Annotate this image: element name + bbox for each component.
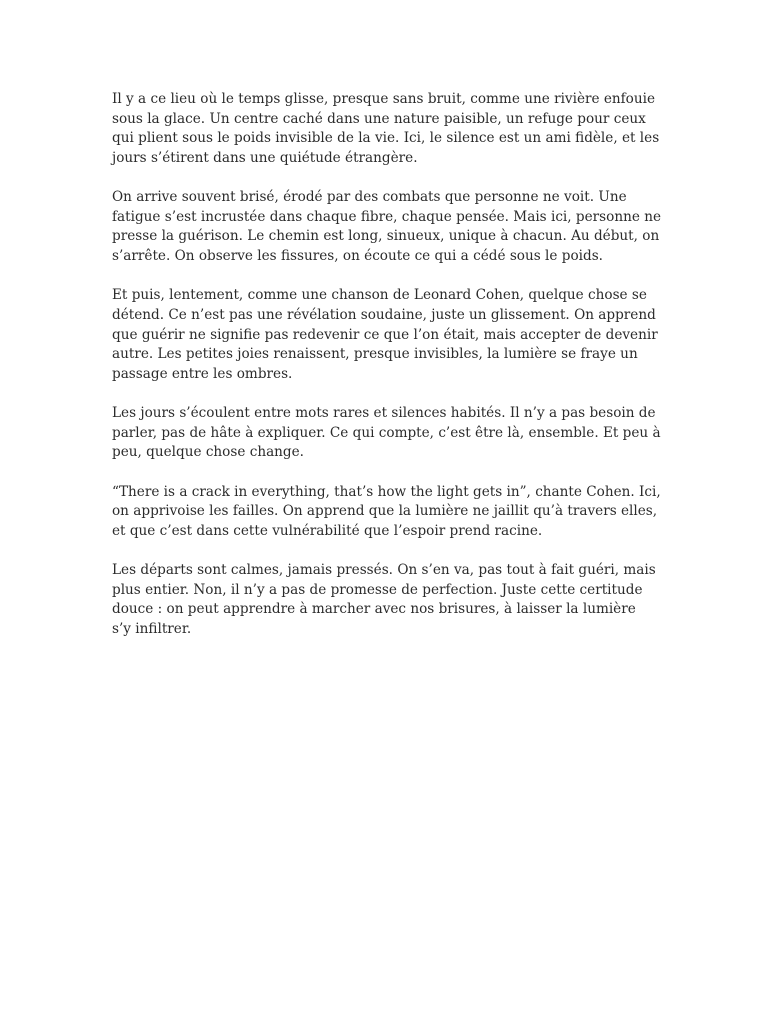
text-line: presse la guérison. Le chemin est long, sinueux, unique à chacun. Au début, on [112,228,660,245]
text-line: autre. Les petites joies renaissent, presque invisibles, la lumière se fraye un [112,346,638,363]
document-page [112,90,660,659]
text-line: passage entre les ombres. [112,365,293,382]
text-line: qui plient sous le poids invisible de la vie. Ici, le silence est un ami fidèle, et les [112,130,660,147]
text-line: détend. Ce n’est pas une révélation soudaine, juste un glissement. On apprend [112,306,656,323]
text-line: que guérir ne signifie pas redevenir ce que l’on était, mais accepter de devenir [112,326,658,343]
text-line: jours s’étirent dans une quiétude étrangère. [112,149,418,166]
paragraph-6 [112,561,660,639]
text-line: parler, pas de hâte à expliquer. Ce qui compte, c’est être là, ensemble. Et peu à [112,424,661,441]
paragraph-5 [112,483,660,542]
text-line: Les départs sont calmes, jamais pressés. On s’en va, pas tout à fait guéri, mais [112,562,656,579]
paragraph-3 [112,286,660,384]
text-line: s’y infiltrer. [112,621,192,638]
paragraph-2 [112,188,660,266]
text-line: douce : on peut apprendre à marcher avec nos brisures, à laisser la lumière [112,601,636,618]
text-line: et que c’est dans cette vulnérabilité que l’espoir prend racine. [112,522,543,539]
text-line: Les jours s’écoulent entre mots rares et silences habités. Il n’y a pas besoin de [112,405,656,422]
text-line: fatigue s’est incrustée dans chaque fibre, chaque pensée. Mais ici, personne ne [112,208,662,225]
text-line: on apprivoise les failles. On apprend que la lumière ne jaillit qu’à travers elles, [112,503,658,520]
text-line: plus entier. Non, il n’y a pas de promesse de perfection. Juste cette certitude [112,581,643,598]
text-line: s’arrête. On observe les fissures, on écoute ce qui a cédé sous le poids. [112,247,603,264]
paragraph-4 [112,404,660,463]
paragraph-1 [112,90,660,168]
text-line: “There is a crack in everything, that’s how the light gets in”, chante Cohen. Ici, [112,483,661,500]
text-line: Il y a ce lieu où le temps glisse, presque sans bruit, comme une rivière enfouie [112,91,656,107]
text-line: On arrive souvent brisé, érodé par des combats que personne ne voit. Une [112,189,627,206]
text-line: sous la glace. Un centre caché dans une nature paisible, un refuge pour ceux [112,110,646,127]
text-line: Et puis, lentement, comme une chanson de Leonard Cohen, quelque chose se [112,287,647,304]
text-line: peu, quelque chose change. [112,444,305,461]
